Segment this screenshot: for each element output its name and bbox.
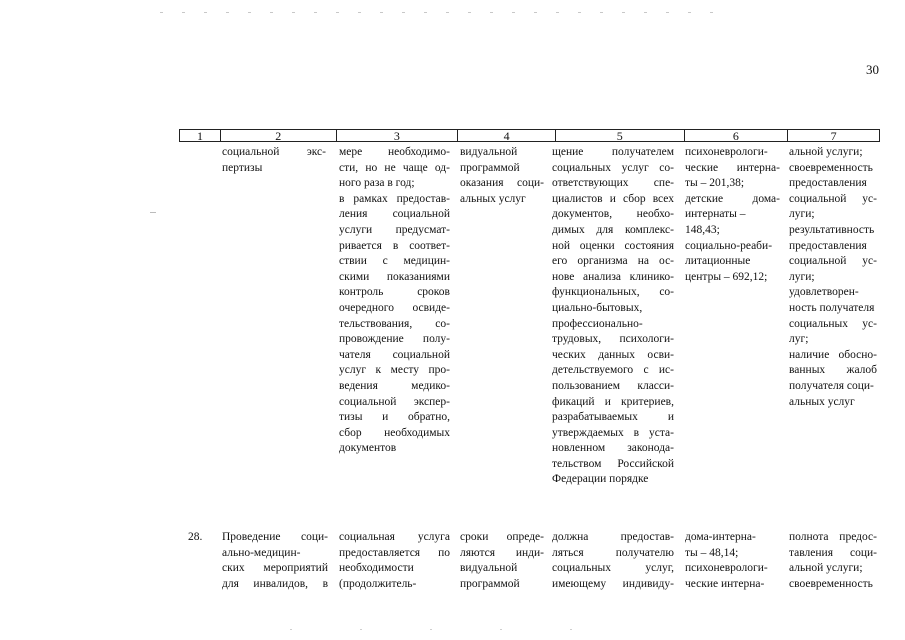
text-line: тавления соци- <box>789 546 877 559</box>
text-line: центры – 692,12; <box>685 270 768 283</box>
text-line: документов <box>339 442 397 455</box>
text-line: разрабатываемых и <box>552 411 674 424</box>
text-line: ческих данных осви- <box>552 348 674 361</box>
text-line: ты – 48,14; <box>685 546 739 559</box>
header-col-7: 7 <box>830 129 837 143</box>
text-line: новленном законода- <box>552 442 674 455</box>
prev-row-col-5 <box>552 145 674 488</box>
text-line: дома-интерна- <box>685 531 756 543</box>
text-line: социальной ус- <box>789 255 877 268</box>
text-line: фикаций и критериев, <box>552 395 674 408</box>
header-col-2: 2 <box>221 130 337 141</box>
text-line: провождение полу- <box>339 333 450 346</box>
text-line: очередного освиде- <box>339 301 450 314</box>
row-28-col-4 <box>460 530 544 592</box>
header-col-4: 4 <box>458 130 556 141</box>
text-line: луг; <box>789 333 809 346</box>
text-line: ления социальной <box>339 208 450 221</box>
prev-row-col-7 <box>789 145 877 410</box>
text-line: ствии с медицин- <box>339 255 450 268</box>
prev-row-col-4 <box>460 145 544 207</box>
text-line: полнота предос- <box>789 531 877 543</box>
text-line: ляться получателю <box>552 546 674 559</box>
text-line: своевременность <box>789 161 873 174</box>
text-line: сбор необходимых <box>339 426 450 439</box>
text-line: предоставляется по <box>339 546 450 559</box>
text-line: услуг к месту про- <box>339 364 450 377</box>
scan-artifact-top <box>160 12 730 13</box>
header-col-6: 6 <box>685 130 789 141</box>
text-line: луги; <box>789 208 815 221</box>
text-line: ответствующих спе- <box>552 177 674 190</box>
scan-artifact-bottom <box>290 629 590 630</box>
text-line: нове анализа клинико- <box>552 270 674 283</box>
text-line: программой <box>460 161 520 174</box>
text-line: интернаты – <box>685 208 746 221</box>
text-line: психоневрологи- <box>685 562 768 575</box>
text-line: контроль сроков <box>339 286 450 299</box>
text-line: ного раза в год; <box>339 177 415 190</box>
text-line: тельствования, со- <box>339 317 450 330</box>
text-line: социально-реаби- <box>685 239 773 252</box>
text-line: ванных жалоб <box>789 364 877 377</box>
prev-row-col-6 <box>685 145 780 285</box>
text-line: сти, но не чаще од- <box>339 161 450 174</box>
text-line: предоставления <box>789 239 867 252</box>
text-line: тизы и обратно, <box>339 411 450 424</box>
text-line: должна предостав- <box>552 531 674 543</box>
text-line: ной оценки состояния <box>552 239 674 252</box>
text-line: социальная услуга <box>339 531 450 543</box>
text-line: результативность <box>789 223 875 236</box>
prev-row-col-2 <box>222 145 326 176</box>
prev-row-col-3 <box>339 145 450 457</box>
text-line: литационные <box>685 255 751 268</box>
text-line: своевременность <box>789 577 873 590</box>
text-line: детельствуемого с ис- <box>552 364 674 377</box>
text-line: имеющему индивиду- <box>552 577 674 590</box>
text-line: ских мероприятий <box>222 562 328 575</box>
text-line: альных услуг <box>789 395 855 408</box>
table-header-row <box>179 129 880 142</box>
text-line: услуги предусмат- <box>339 223 450 236</box>
text-line: Проведение соци- <box>222 531 328 543</box>
row-28-col-7 <box>789 530 877 592</box>
text-line: утверждаемых в уста- <box>552 426 674 439</box>
header-col-1: 1 <box>180 130 221 141</box>
row-28-col-3 <box>339 530 450 592</box>
text-line: видуальной <box>460 146 518 158</box>
text-line: оказания соци- <box>460 177 544 190</box>
text-line: циально-бытовых, <box>552 301 643 314</box>
row-number: 28. <box>188 531 203 543</box>
text-line: удовлетворен- <box>789 286 859 299</box>
row-28-col-5 <box>552 530 674 592</box>
text-line: наличие обосно- <box>789 348 877 361</box>
row-28-col-2 <box>222 530 328 592</box>
text-line: трудовых, психологи- <box>552 333 674 346</box>
text-line: ведения медико- <box>339 379 450 392</box>
text-line: ческие интерна- <box>685 577 765 590</box>
text-line: социальных услуг со- <box>552 161 674 174</box>
text-line: профессионально- <box>552 317 643 330</box>
text-line: сроки опреде- <box>460 531 544 543</box>
text-line: его организма на ос- <box>552 255 674 268</box>
text-line: альной услуги; <box>789 146 863 158</box>
text-line: социальной экс- <box>222 146 326 158</box>
text-line: ческие интерна- <box>685 161 780 174</box>
text-line: скими показаниями <box>339 270 450 283</box>
text-line: циалистов и сбор всех <box>552 192 674 205</box>
text-line: социальных услуг, <box>552 562 674 575</box>
text-line: щение получателем <box>552 146 674 158</box>
text-line: детские дома- <box>685 192 780 205</box>
text-line: ривается в соответ- <box>339 239 450 252</box>
text-line: психоневрологи- <box>685 146 768 158</box>
text-line: мере необходимо- <box>339 146 450 158</box>
text-line: ляются инди- <box>460 546 544 559</box>
text-line: необходимости <box>339 562 414 575</box>
text-line: Федерации порядке <box>552 473 649 486</box>
scan-artifact-left <box>150 212 156 213</box>
text-line: социальных ус- <box>789 317 877 330</box>
text-line: видуальной <box>460 562 518 575</box>
text-line: пользованием класси- <box>552 379 674 392</box>
text-line: (продолжитель- <box>339 577 417 590</box>
text-line: альных услуг <box>460 192 526 205</box>
text-line: предоставления <box>789 177 867 190</box>
page-number: 30 <box>866 62 879 77</box>
text-line: программой <box>460 577 520 590</box>
text-line: тельством Российской <box>552 457 674 470</box>
text-line: для инвалидов, в <box>222 577 328 590</box>
text-line: луги; <box>789 270 815 283</box>
text-line: социальной экспер- <box>339 395 450 408</box>
text-line: ты – 201,38; <box>685 177 745 190</box>
text-line: 148,43; <box>685 223 720 236</box>
header-col-5: 5 <box>556 130 685 141</box>
text-line: ально-медицин- <box>222 546 301 559</box>
text-line: ность получателя <box>789 301 875 314</box>
text-line: чателя социальной <box>339 348 450 361</box>
row-28-number <box>188 530 218 546</box>
text-line: пертизы <box>222 161 263 174</box>
row-28-col-6 <box>685 530 780 592</box>
text-line: документов, необхо- <box>552 208 674 221</box>
text-line: получателя соци- <box>789 379 874 392</box>
text-line: в рамках предостав- <box>339 192 450 205</box>
text-line: функциональных, со- <box>552 286 674 299</box>
text-line: социальной ус- <box>789 192 877 205</box>
text-line: альной услуги; <box>789 562 863 575</box>
header-col-3: 3 <box>337 130 459 141</box>
text-line: димых для комплекс- <box>552 223 674 236</box>
